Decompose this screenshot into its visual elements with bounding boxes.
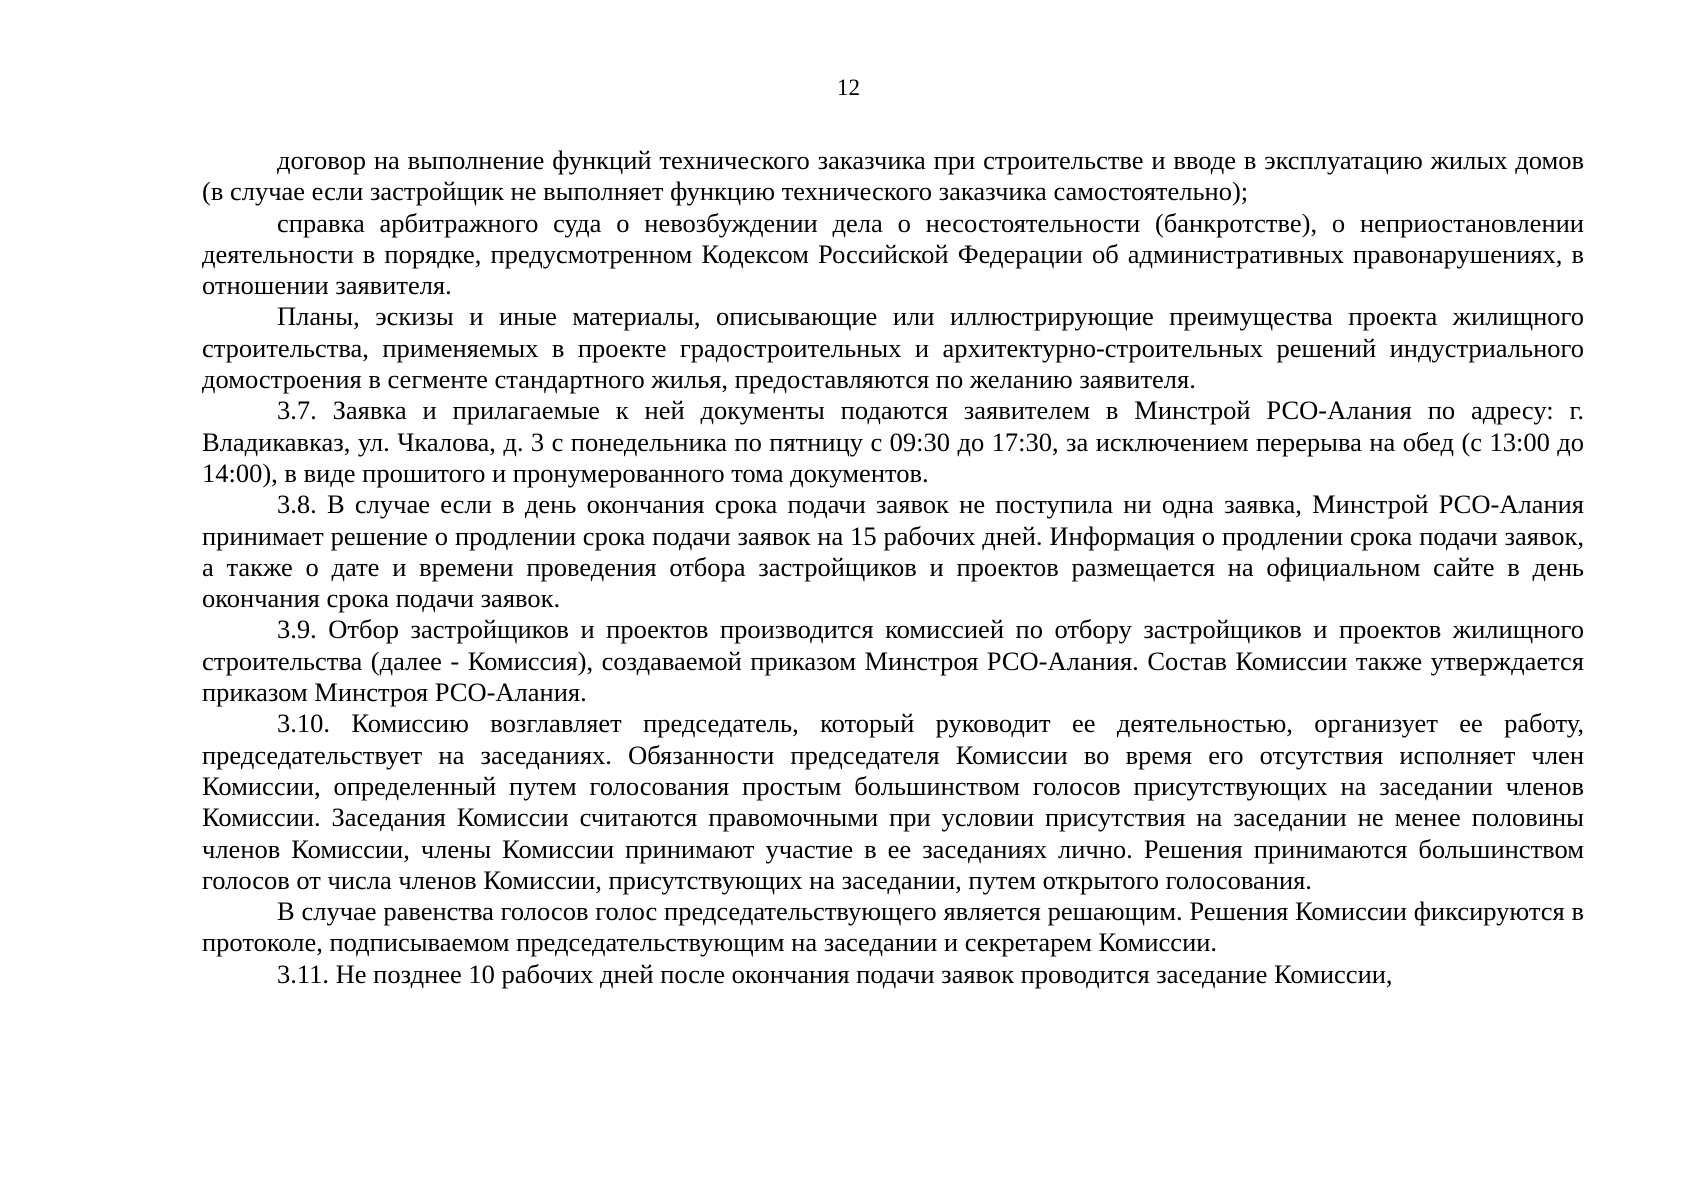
paragraph-3-11: 3.11. Не позднее 10 рабочих дней после окончания подачи заявок проводится заседание Комиссии, [277, 958, 1393, 989]
paragraph-3-8: 3.8. В случае если в день окончания срока подачи заявок не поступила ни одна заявка, Минстрой РСО-Алания принимает решение о продлении срока подачи заявок на 15 рабочих дней. Информация о продлении срока подачи заявок, а также о дате и времени проведения отбора застройщиков и проектов размещается на официальном сайте в день окончания срока подачи заявок. [202, 489, 1584, 614]
paragraph-3-9: 3.9. Отбор застройщиков и проектов производится комиссией по отбору застройщиков и проектов жилищного строительства (далее - Комиссия), создаваемой приказом Минстроя РСО-Алания. Состав Комиссии также утверждается приказом Минстроя РСО-Алания. [202, 614, 1584, 708]
document-body [202, 145, 1584, 990]
paragraph-3-10: 3.10. Комиссию возглавляет председатель, который руководит ее деятельностью, организует ее работу, председательствует на заседаниях. Обязанности председателя Комиссии во время его отсутствия исполняет член Комиссии, определенный путем голосования простым большинством голосов присутствующих на заседании членов Комиссии. Заседания Комиссии считаются правомочными при условии присутствия на заседании не менее половины членов Комиссии, члены Комиссии принимают участие в ее заседаниях лично. Решения принимаются большинством голосов от числа членов Комиссии, присутствующих на заседании, путем открытого голосования. [202, 708, 1584, 895]
page-number: 12 [837, 75, 860, 100]
paragraph-tie-vote: В случае равенства голосов голос председательствующего является решающим. Решения Комиссии фиксируются в протоколе, подписываемом председательствующим на заседании и секретарем Комиссии. [202, 896, 1584, 958]
paragraph-plans: Планы, эскизы и иные материалы, описывающие или иллюстрирующие преимущества проекта жилищного строительства, применяемых в проекте градостроительных и архитектурно-строительных решений индустриального домостроения в сегменте стандартного жилья, предоставляются по желанию заявителя. [202, 301, 1584, 395]
paragraph-contract: договор на выполнение функций технического заказчика при строительстве и вводе в эксплуатацию жилых домов (в случае если застройщик не выполняет функцию технического заказчика самостоятельно); [202, 145, 1584, 207]
paragraph-court-certificate: справка арбитражного суда о невозбуждении дела о несостоятельности (банкротстве), о неприостановлении деятельности в порядке, предусмотренном Кодексом Российской Федерации об административных правонарушениях, в отношении заявителя. [202, 207, 1584, 301]
paragraph-3-7: 3.7. Заявка и прилагаемые к ней документы подаются заявителем в Минстрой РСО-Алания по адресу: г. Владикавказ, ул. Чкалова, д. 3 с понедельника по пятницу с 09:30 до 17:30, за исключением перерыва на обед (с 13:00 до 14:00), в виде прошитого и пронумерованного тома документов. [202, 395, 1584, 488]
